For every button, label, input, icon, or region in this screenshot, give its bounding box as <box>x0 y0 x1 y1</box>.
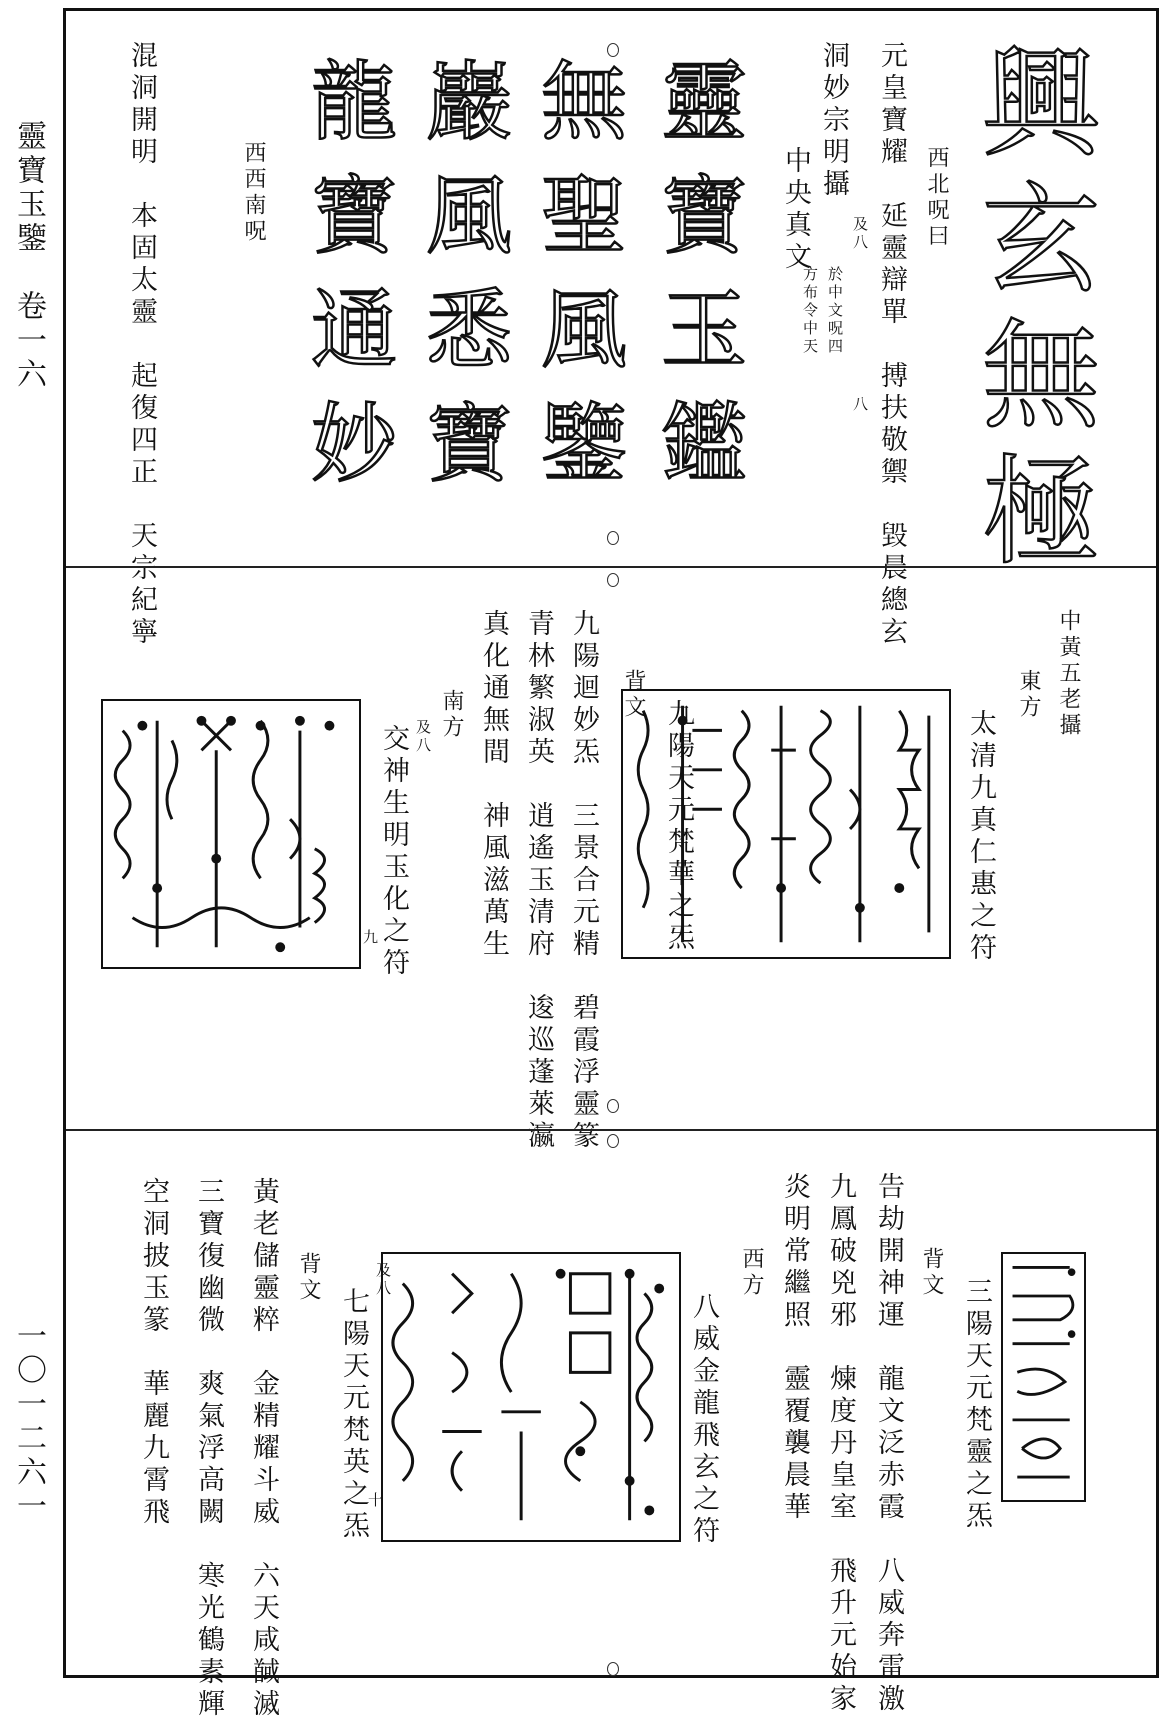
seal-char: 無 <box>962 313 1100 449</box>
east-back-label: 三陽天元梵靈之炁 <box>961 1277 992 1533</box>
text-column-1: 元皇寶耀 延靈辯單 搏扶敬禦 毀晨總玄 <box>876 41 907 649</box>
east-talisman-label: 太清九真仁惠之符 <box>965 709 996 965</box>
west-talisman <box>381 1252 681 1542</box>
east-back-label: 九陽天元梵華之炁 <box>663 699 694 955</box>
text-column-3: 中央真文 <box>780 146 811 274</box>
verse-line-3: 真化通無間 神風滋萬生 <box>478 609 509 961</box>
west-note: 及八 <box>374 1262 392 1298</box>
south-talisman-label: 交神生明玉化之符 <box>378 724 409 980</box>
seal-grid-column: 龍寶通妙 <box>296 56 396 512</box>
panel-middle <box>66 569 1156 1153</box>
direction-south: 南方 <box>439 689 464 741</box>
seal-char: 興 <box>962 41 1100 177</box>
seal-char: 玄 <box>962 177 1100 313</box>
south-note-2: 九 <box>361 929 379 947</box>
binding-ring <box>607 1134 619 1148</box>
small-note-b: 方布令中天 <box>801 266 819 356</box>
small-note-2: 八 <box>851 396 869 414</box>
south-talisman <box>101 699 361 969</box>
binding-ring <box>607 1099 619 1113</box>
page-number: 一〇一二六一 <box>11 1320 46 1524</box>
seal-grid-column: 巖風悉寶 <box>411 56 511 512</box>
direction-west: 西方 <box>739 1247 764 1299</box>
southwest-heading: 西西南呪 <box>241 141 266 245</box>
heading-central: 中黃五老攝 <box>1056 609 1081 739</box>
east-back-talisman <box>1001 1252 1086 1502</box>
verse-line-3: 炎明常繼照 靈覆襲晨華 <box>779 1172 810 1524</box>
verse-line-5: 三寶復幽微 爽氣浮高闕 寒光鶴素輝 <box>193 1177 224 1721</box>
seal-char: 極 <box>962 449 1100 585</box>
panel-top <box>66 11 1156 649</box>
back-text-heading: 背文 <box>621 669 646 721</box>
west-note-2: 十 <box>366 1492 384 1510</box>
panel-bottom <box>66 1132 1156 1721</box>
page-frame <box>63 8 1159 1721</box>
binding-ring <box>607 573 619 587</box>
panel-divider <box>66 1129 1156 1131</box>
verse-line-2: 九鳳破兇邪 煉度丹皇室 飛升元始家 <box>825 1172 856 1716</box>
text-column-4: 混洞開明 本固太靈 起復四正 天宗紀寧 <box>126 41 157 649</box>
text-column-2: 洞妙宗明攝 <box>818 41 849 201</box>
seal-grid-column: 靈寶玉鑑 <box>646 56 746 512</box>
west-talisman-label: 八威金龍飛玄之符 <box>688 1292 719 1548</box>
panel-divider <box>66 566 1156 568</box>
seal-title-column <box>962 41 1100 585</box>
verse-line-6: 空洞披玉篆 華麗九霄飛 <box>138 1177 169 1529</box>
south-note: 及八 <box>414 719 432 755</box>
back-text-heading-2: 背文 <box>296 1252 321 1304</box>
binding-ring <box>607 531 619 545</box>
direction-east: 東方 <box>1016 669 1041 721</box>
small-note-1: 及八 <box>851 216 869 252</box>
small-note-a: 於中文呪四 <box>826 266 844 356</box>
verse-line-1: 告劫開神運 龍文泛赤霞 八威奔雷激 <box>873 1172 904 1716</box>
west-north-heading: 西北呪曰 <box>924 146 949 250</box>
verse-line-1: 九陽迴妙炁 三景合元精 碧霞浮靈篆 <box>568 609 599 1153</box>
binding-ring <box>607 43 619 57</box>
west-back-label: 七陽天元梵英之炁 <box>338 1287 369 1543</box>
back-text-heading: 背文 <box>919 1247 944 1299</box>
binding-ring <box>607 1662 619 1676</box>
running-title: 靈寶玉鑒 卷一六 <box>11 120 46 392</box>
verse-line-2: 青林繁淑英 逍遙玉清府 逡巡蓬萊瀛 <box>523 609 554 1153</box>
seal-grid-column: 無聖風鑒 <box>526 56 626 512</box>
verse-line-4: 黃老儲靈粹 金精耀斗威 六天咸馘滅 <box>248 1177 279 1721</box>
